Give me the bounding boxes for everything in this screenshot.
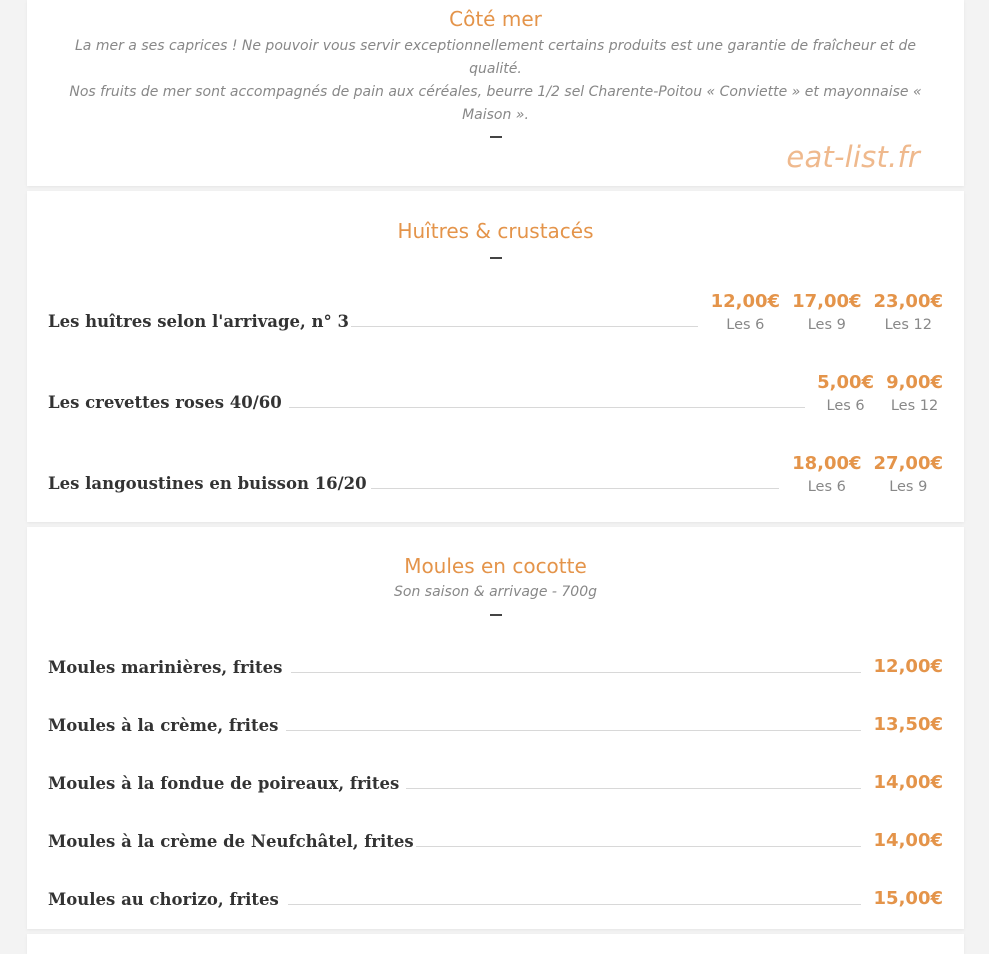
menu-item-name: Moules à la crème, frites (48, 716, 288, 735)
price-label: Les 6 (826, 398, 865, 414)
price-label: Les 6 (807, 479, 846, 495)
price-option (792, 453, 861, 495)
menu-item-name: Moules marinières, frites (48, 658, 292, 677)
dotted-leader (286, 730, 861, 731)
title-divider (490, 614, 502, 616)
price-value: 9,00€ (886, 372, 943, 393)
section-intro-line: qualité. (469, 61, 522, 77)
price-value: 18,00€ (792, 453, 862, 474)
dotted-leader (289, 407, 805, 408)
menu-item-price: 14,00€ (873, 772, 943, 793)
price-option (792, 291, 861, 333)
title-divider (490, 136, 502, 138)
section-subtitle: Son saison & arrivage - 700g (394, 584, 597, 600)
menu-item (48, 453, 943, 503)
menu-item-price: 14,00€ (873, 830, 943, 851)
price-option (874, 453, 943, 495)
menu-item-name: Moules à la crème de Neufchâtel, frites (48, 832, 424, 851)
price-value: 27,00€ (873, 453, 943, 474)
price-label: Les 9 (889, 479, 928, 495)
menu-item (48, 637, 943, 687)
menu-item-name: Les langoustines en buisson 16/20 (48, 474, 377, 493)
section-intro-line: Nos fruits de mer sont accompagnés de pain aux céréales, beurre 1/2 sel Charente-Poitou « Conviette » et mayonnaise « (69, 84, 922, 100)
title-divider (490, 257, 502, 259)
price-value: 5,00€ (817, 372, 875, 393)
menu-item-price: 12,00€ (873, 656, 943, 677)
section-title: Huîtres & crustacés (397, 219, 594, 243)
section-title: Moules en cocotte (404, 554, 587, 578)
price-option (874, 291, 943, 333)
price-value: 17,00€ (792, 291, 862, 312)
price-group (805, 372, 943, 414)
section-cote-mer (27, 0, 964, 186)
dotted-leader (351, 326, 698, 327)
menu-item-price: 13,50€ (873, 714, 943, 735)
menu-item-name: Les huîtres selon l'arrivage, n° 3 (48, 312, 359, 331)
price-label: Les 6 (726, 317, 765, 333)
section-moules-en-cocotte (27, 527, 964, 929)
menu-item (48, 291, 943, 341)
menu-item-price: 15,00€ (873, 888, 943, 909)
dotted-leader (291, 672, 861, 673)
price-value: 23,00€ (873, 291, 943, 312)
section-intro-line: La mer a ses caprices ! Ne pouvoir vous servir exceptionnellement certains produits est une garantie de fraîcheur et de (75, 38, 916, 54)
price-label: Les 12 (890, 398, 939, 414)
price-group (780, 453, 943, 495)
price-label: Les 9 (807, 317, 846, 333)
price-option (817, 372, 874, 414)
menu-item-name: Moules à la fondue de poireaux, frites (48, 774, 409, 793)
menu-item (48, 753, 943, 803)
price-option (886, 372, 943, 414)
dotted-leader (416, 846, 861, 847)
menu-item-name: Moules au chorizo, frites (48, 890, 289, 909)
watermark: eat-list.fr (786, 140, 920, 174)
menu-item (48, 869, 943, 919)
menu-item-name: Les crevettes roses 40/60 (48, 393, 292, 412)
dotted-leader (371, 488, 779, 489)
section-intro-line: Maison ». (462, 107, 529, 123)
price-label: Les 12 (884, 317, 932, 333)
dotted-leader (406, 788, 861, 789)
menu-item (48, 695, 943, 745)
price-value: 12,00€ (710, 291, 781, 312)
section-title: Côté mer (449, 7, 542, 31)
price-group (699, 291, 943, 333)
dotted-leader (288, 904, 861, 905)
price-option (711, 291, 780, 333)
menu-item (48, 811, 943, 861)
next-section-card (27, 934, 964, 954)
menu-item (48, 372, 943, 422)
section-huitres-crustaces (27, 191, 964, 522)
